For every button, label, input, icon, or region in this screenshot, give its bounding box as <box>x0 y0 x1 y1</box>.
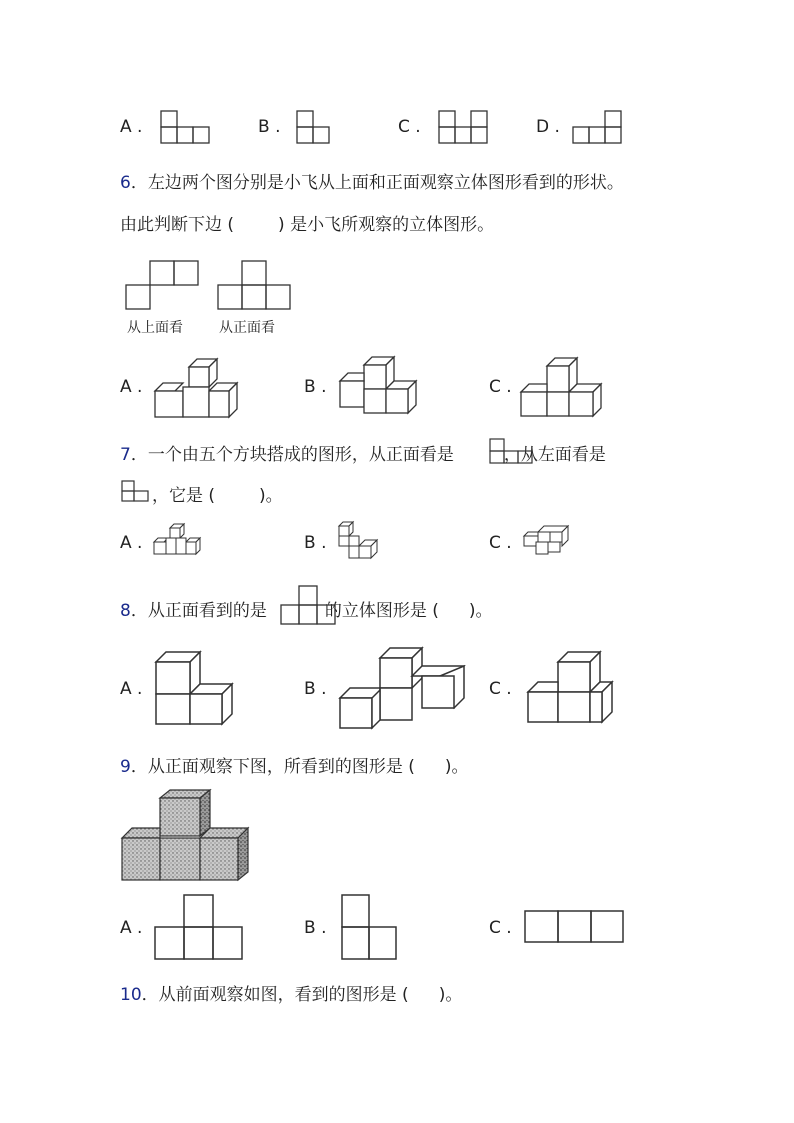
q8-option-b-label: B . <box>304 679 327 699</box>
q7-text-1a: ．一个由五个方块搭成的图形，从正面看是 <box>130 445 454 465</box>
q9-line <box>120 752 469 777</box>
q5-option-c-figure <box>438 110 490 146</box>
q6-option-b-figure <box>338 355 428 420</box>
q10-text-b: )。 <box>438 985 463 1005</box>
q10-line <box>120 980 462 1005</box>
q7-option-b-label: B . <box>304 533 327 553</box>
q6-option-a-label: A . <box>120 377 143 397</box>
q8-option-a-figure <box>152 650 238 728</box>
q7-left-view-inline <box>121 480 153 506</box>
q10-text-a: ．从前面观察如图，看到的图形是 ( <box>141 985 409 1005</box>
q5-option-d-label: D . <box>536 117 560 137</box>
q6-top-view <box>125 260 205 312</box>
q9-text-b: )。 <box>444 757 469 777</box>
q9-number: 9 <box>120 757 131 777</box>
q6-option-b-label: B . <box>304 377 327 397</box>
q7-option-c-figure <box>522 526 574 558</box>
q6-caption-front: 从正面看 <box>219 320 275 336</box>
q7-front-view-inline <box>489 438 537 468</box>
q10-number: 10 <box>120 985 142 1005</box>
q6-line-2 <box>120 210 494 235</box>
q9-text-a: ．从正面观察下图，所看到的图形是 ( <box>130 757 415 777</box>
q7-option-b-figure <box>337 520 387 562</box>
q6-front-view <box>217 260 297 312</box>
q5-option-a-label: A . <box>120 117 143 137</box>
q6-text-1: ．左边两个图分别是小飞从上面和正面观察立体图形看到的形状。 <box>130 173 624 193</box>
q9-option-c-label: C . <box>489 918 512 938</box>
q5-option-d-figure <box>572 110 624 146</box>
q9-option-b-figure <box>341 894 401 960</box>
q7-text-2b: )。 <box>259 486 283 506</box>
q8-text-a: ．从正面看到的是 <box>130 601 267 621</box>
q7-option-c-label: C . <box>489 533 512 553</box>
q5-option-a-figure <box>160 110 212 146</box>
q7-option-a-label: A . <box>120 533 143 553</box>
q6-caption-top: 从上面看 <box>127 320 183 336</box>
q5-option-c-label: C . <box>398 117 421 137</box>
q8-text-b: 的立体图形是 ( <box>324 601 439 621</box>
q9-stippled-cubes-figure <box>120 788 252 884</box>
q6-text-2b: ) 是小飞所观察的立体图形。 <box>278 215 495 235</box>
q5-option-b-figure <box>296 110 332 146</box>
q8-option-c-label: C . <box>489 679 512 699</box>
q7-number: 7 <box>120 445 131 465</box>
q6-number: 6 <box>120 173 131 193</box>
q9-option-c-figure <box>524 910 626 944</box>
q8-front-view-inline <box>280 585 338 627</box>
q9-option-a-figure <box>154 894 244 960</box>
q8-option-c-figure <box>526 650 616 728</box>
q5-option-b-label: B . <box>258 117 281 137</box>
q7-text-1b: ，从左面看是 <box>503 445 606 465</box>
q8-text-c: )。 <box>468 601 493 621</box>
q6-option-c-label: C . <box>489 377 512 397</box>
q6-option-a-figure <box>155 355 250 420</box>
q6-option-c-figure <box>521 358 611 420</box>
q7-option-a-figure <box>152 522 202 562</box>
q8-number: 8 <box>120 601 131 621</box>
q9-option-b-label: B . <box>304 918 327 938</box>
q6-text-2a: 由此判断下边 ( <box>120 215 235 235</box>
q6-line-1 <box>120 168 624 193</box>
q7-text-2a: ，它是 ( <box>152 486 216 506</box>
q8-option-b-figure <box>336 646 468 732</box>
q7-line-2 <box>152 481 283 506</box>
q9-option-a-label: A . <box>120 918 143 938</box>
q8-option-a-label: A . <box>120 679 143 699</box>
